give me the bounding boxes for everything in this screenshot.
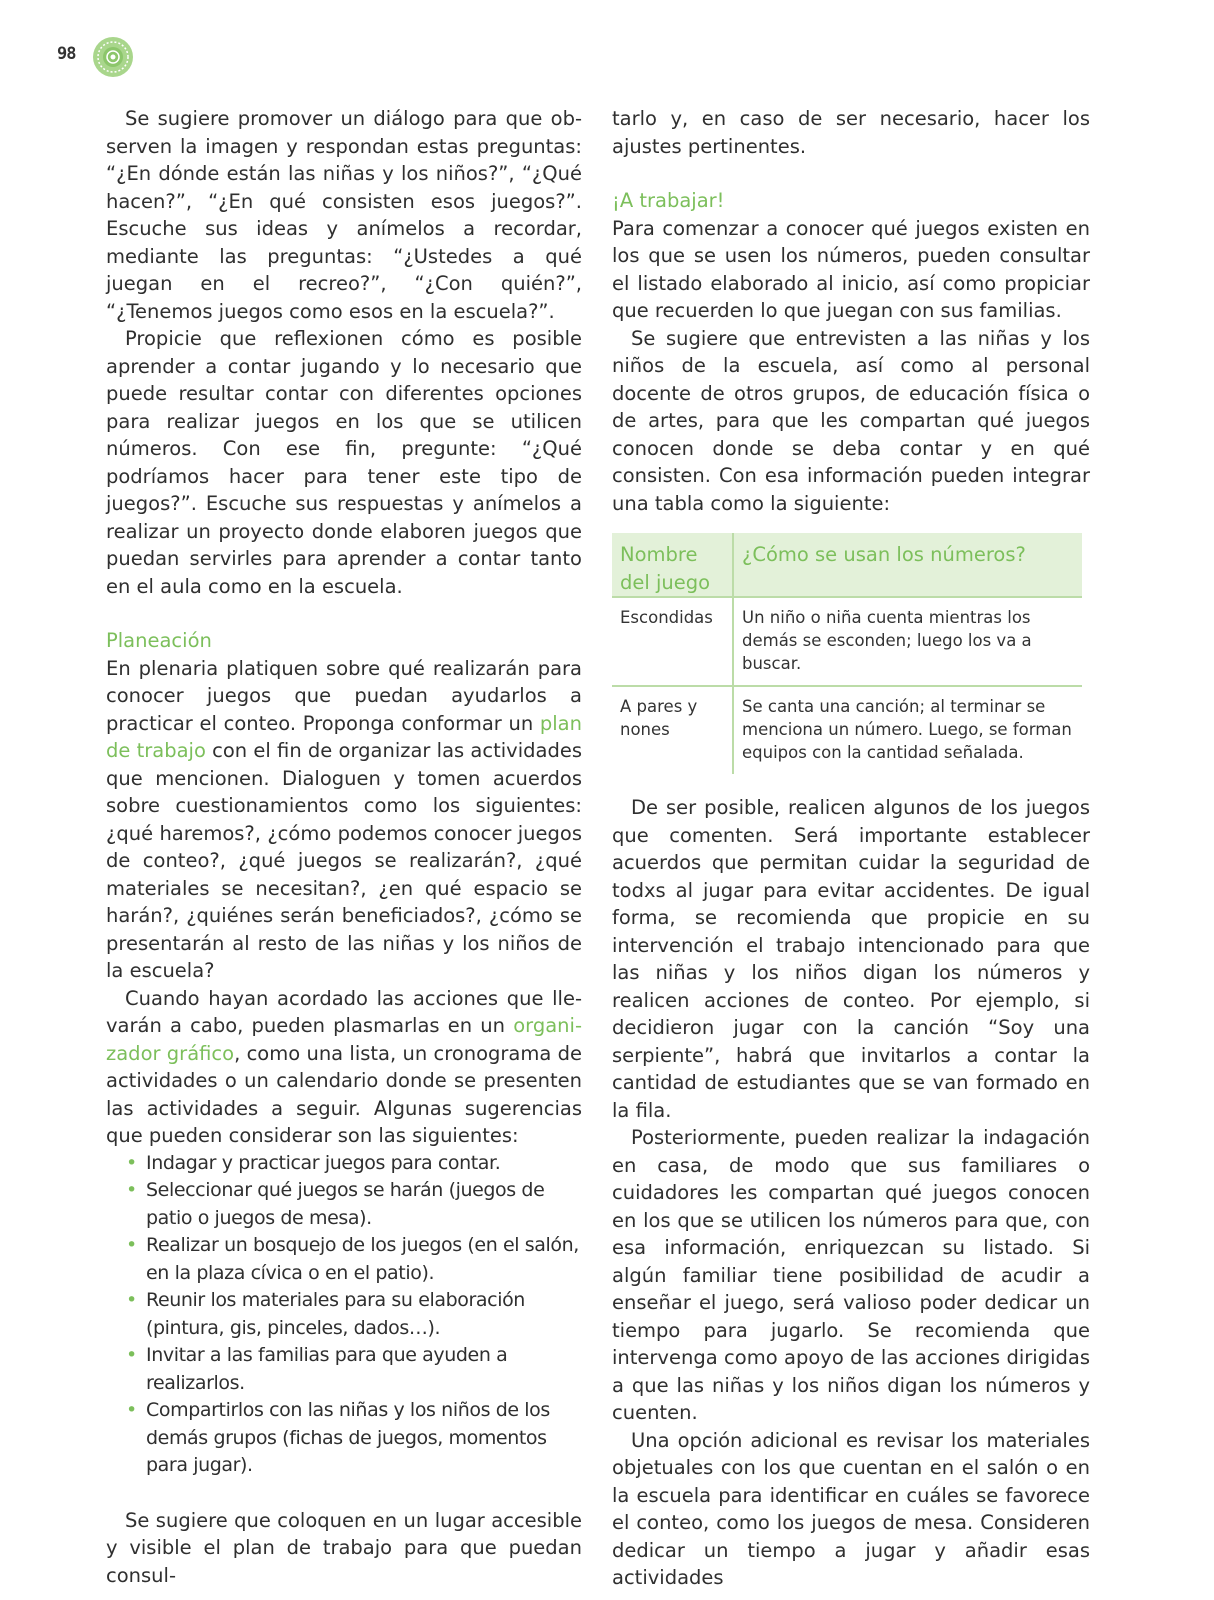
table-cell-game: Escondidas [612,597,733,686]
table-cell-game: A pares y nones [612,686,733,774]
left-paragraph-5: Se sugiere que coloquen en un lugar accesible y visible el plan de trabajo para que puedan consul- [106,1508,582,1587]
section-heading-a-trabajar: ¡A trabajar! [612,189,725,212]
list-item: • Invitar a las familias para que ayuden a realizarlos. [126,1342,582,1397]
list-item: • Reunir los materiales para su elaboración (pintura, gis, pinceles, dados…). [126,1287,582,1342]
right-paragraph-5: Posteriormente, pueden realizar la indagación en casa, de modo que sus familiares o cuidadores les compartan qué juegos conocen en los que se utilicen los números para que, con esa información, enriquezcan su listado. Si algún familiar tiene posibilidad de acudir a enseñar el juego, será valioso poder dedicar un tiempo para jugarlo. Se recomienda que intervenga como apoyo de las acciones dirigidas a que las niñas y los niños digan los números y cuenten. [612,1126,1090,1424]
right-column [612,105,1090,1592]
table-header-name: Nombre del juego [612,533,733,597]
page-number: 98 [57,44,76,64]
right-paragraph-4: De ser posible, realicen algunos de los juegos que comenten. Será importante establecer acuerdos que permitan cuidar la seguridad de todxs al jugar para evitar accidentes. De igual forma, se recomienda que propicie en su intervención el trabajo intencionado para que las niñas y los niños digan los números y realicen acciones de conteo. Por ejemplo, si decidieron jugar con la canción “Soy una serpiente”, habrá que invitarlos a contar la cantidad de estudiantes que se van formado en la fila. [612,796,1090,1122]
list-item: • Compartirlos con las niñas y los niños de los demás grupos (fichas de juegos, momentos para jugar). [126,1397,582,1480]
list-item: • Seleccionar qué juegos se harán (juegos de patio o juegos de mesa). [126,1177,582,1232]
left-paragraph-2: Propicie que reflexionen cómo es posible aprender a contar jugando y lo necesario que puede resultar contar con diferentes opciones para realizar juegos en los que se utilicen números. Con ese fin, pregunte: “¿Qué podríamos hacer para tener este tipo de juegos?”. Escuche sus respuestas y anímelos a realizar un proyecto donde elaboren juegos que puedan servirles para aprender a contar tanto en el aula como en la escuela. [106,327,582,598]
right-paragraph-2: Para comenzar a conocer qué juegos existen en los que se usen los números, pueden consultar el listado elaborado al inicio, así como propiciar que recuerden lo que juegan con sus familias. [612,216,1090,322]
right-paragraph-1: tarlo y, en caso de ser necesario, hacer los ajustes pertinentes. [612,107,1090,158]
left-paragraph-3: En plenaria platiquen sobre qué realizarán para conocer juegos que puedan ayudarlos a practicar el conteo. Proponga conformar un plan de trabajo con el fin de organizar las actividades que mencionen. Dialoguen y tomen acuerdos sobre cuestionamientos como los siguientes: ¿qué haremos?, ¿cómo podemos conocer juegos de conteo?, ¿qué juegos se realizarán?, ¿qué materiales se necesitan?, ¿en qué espacio se harán?, ¿quiénes serán beneficiados?, ¿cómo se presentarán al resto de las niñas y los niños de la escuela? [106,656,582,982]
table-row [612,686,1082,774]
sun-emblem-icon [92,36,134,78]
games-table [612,533,1082,774]
plan-de-trabajo-link[interactable]: plan de trabajo [106,711,582,762]
right-paragraph-6: Una opción adicional es revisar los materiales objetuales con los que cuentan en el salón o en la escuela para identificar en cuáles se favorece el conteo, como los juegos de mesa. Consideren dedicar un tiempo a jugar y añadir esas actividades [612,1428,1090,1589]
left-paragraph-1: Se sugiere promover un diálogo para que observen la imagen y respondan estas preguntas: “¿En dónde están las niñas y los niños?”, “¿Qué hacen?”, “¿En qué consisten esos juegos?”. Escuche sus ideas y anímelos a recordar, mediante las preguntas: “¿Ustedes a qué juegan en el recreo?”, “¿Con quién?”, “¿Tenemos juegos como esos en la escuela?”. [106,107,582,323]
left-paragraph-4: Cuando hayan acordado las acciones que llevarán a cabo, pueden plasmarlas en un organizador gráfico, como una lista, un cronograma de actividades o un calendario donde se presenten las actividades a seguir. Algunas sugerencias que pueden considerar son las siguientes: [106,986,582,1147]
right-paragraph-3: Se sugiere que entrevisten a las niñas y los niños de la escuela, así como al personal docente de otros grupos, de educación física o de artes, para que les compartan qué juegos conocen donde se deba contar y en qué consisten. Con esa información pueden integrar una tabla como la siguiente: [612,326,1090,515]
list-item: • Realizar un bosquejo de los juegos (en el salón, en la plaza cívica o en el patio). [126,1232,582,1287]
section-heading-planeacion: Planeación [106,629,212,652]
table-header-usage: ¿Cómo se usan los números? [733,533,1082,597]
table-cell-usage: Se canta una canción; al terminar se menciona un número. Luego, se forman equipos con la cantidad señalada. [742,697,1072,762]
left-column [106,105,582,1589]
list-item: • Indagar y practicar juegos para contar. [126,1150,582,1178]
table-cell-usage: Un niño o niña cuenta mientras los demás se esconden; luego los va a buscar. [733,597,1082,686]
suggestions-list [106,1150,582,1480]
table-row [612,597,1082,686]
organizador-grafico-link[interactable]: organizador gráfico [106,1014,582,1065]
